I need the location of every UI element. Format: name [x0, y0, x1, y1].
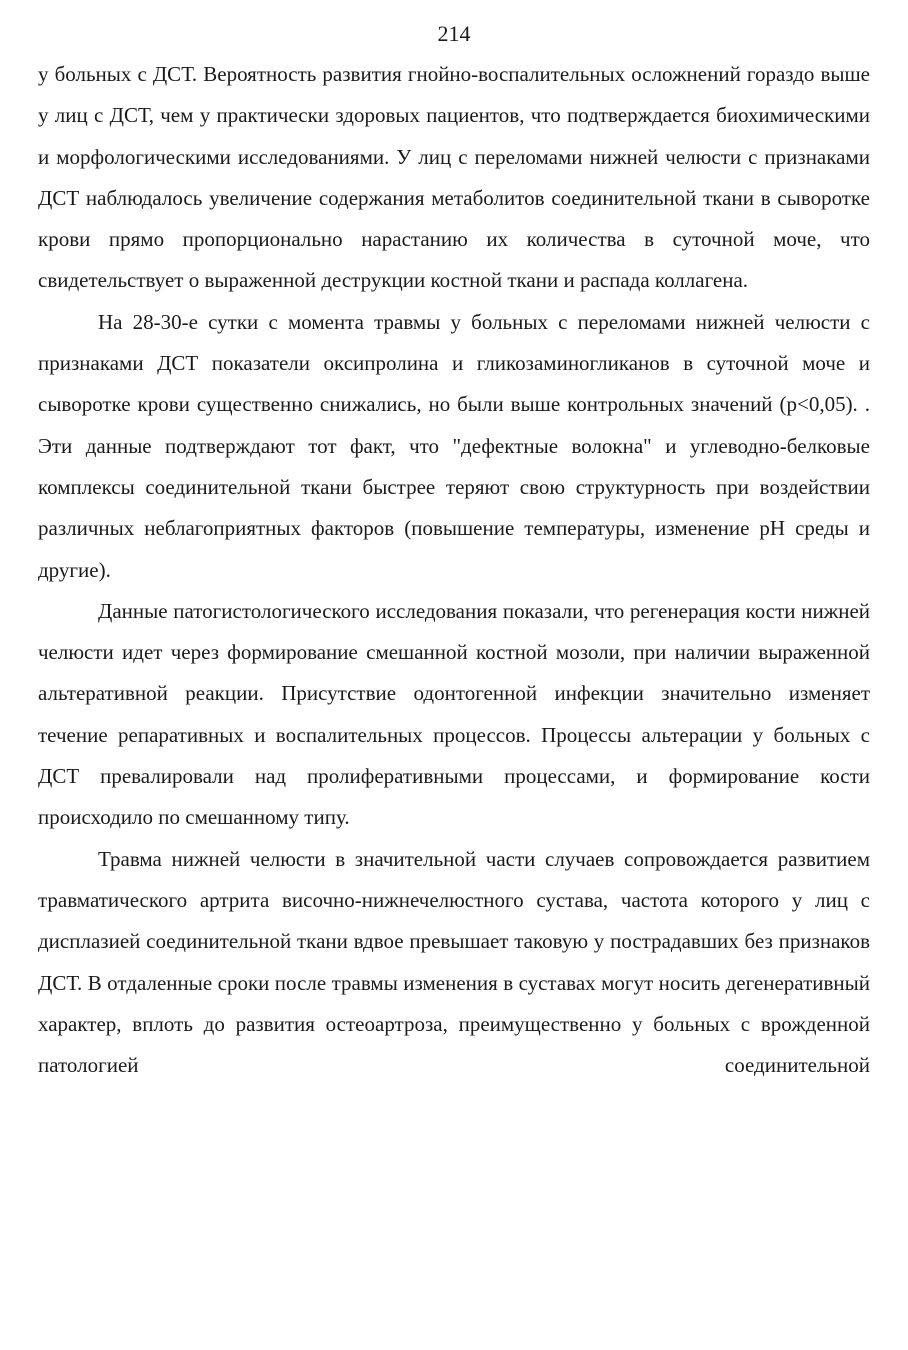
paragraph-1: у больных с ДСТ. Вероятность развития гнойно-воспалительных осложнений гораздо выше у лиц с ДСТ, чем у практически здоровых пациентов, что подтверждается биохимическими и морфологическими исследованиями. У лиц с переломами нижней челюсти с признаками ДСТ наблюдалось увеличение содержания метаболитов соединительной ткани в сыворотке крови прямо пропорционально нарастанию их количества в суточной моче, что свидетельствует о выраженной деструкции костной ткани и распада коллагена.: [38, 62, 870, 293]
body-text: [38, 54, 870, 1086]
paragraph-3: Данные патогистологического исследования показали, что регенерация кости нижней челюсти идет через формирование смешанной костной мозоли, при наличии выраженной альтеративной реакции. Присутствие одонтогенной инфекции значительно изменяет течение репаративных и воспалительных процессов. Процессы альтерации у больных с ДСТ превалировали над пролиферативными процессами, и формирование кости происходило по смешанному типу.: [38, 598, 870, 830]
page-number: 214: [437, 21, 471, 46]
paragraph-2: На 28-30-е сутки с момента травмы у больных с переломами нижней челюсти с признаками ДСТ показатели оксипролина и гликозаминогликанов в суточной моче и сыворотке крови существенно снижались, но были выше контрольных значений (p<0,05). . Эти данные подтверждают тот факт, что "дефектные волокна" и углеводно-белковые комплексы соединительной ткани быстрее теряют свою структурность при воздействии различных неблагоприятных факторов (повышение температуры, изменение pH среды и другие).: [38, 309, 870, 582]
paragraph-4: Травма нижней челюсти в значительной части случаев сопровождается развитием травматического артрита височно-нижнечелюстного сустава, частота которого у лиц с дисплазией соединительной ткани вдвое превышает таковую у пострадавших без признаков ДСТ. В отдаленные сроки после травмы изменения в суставах могут носить дегенеративный характер, вплоть до развития остеоартроза, преимущественно у больных с врожденной патологией соединительной: [38, 846, 870, 1078]
